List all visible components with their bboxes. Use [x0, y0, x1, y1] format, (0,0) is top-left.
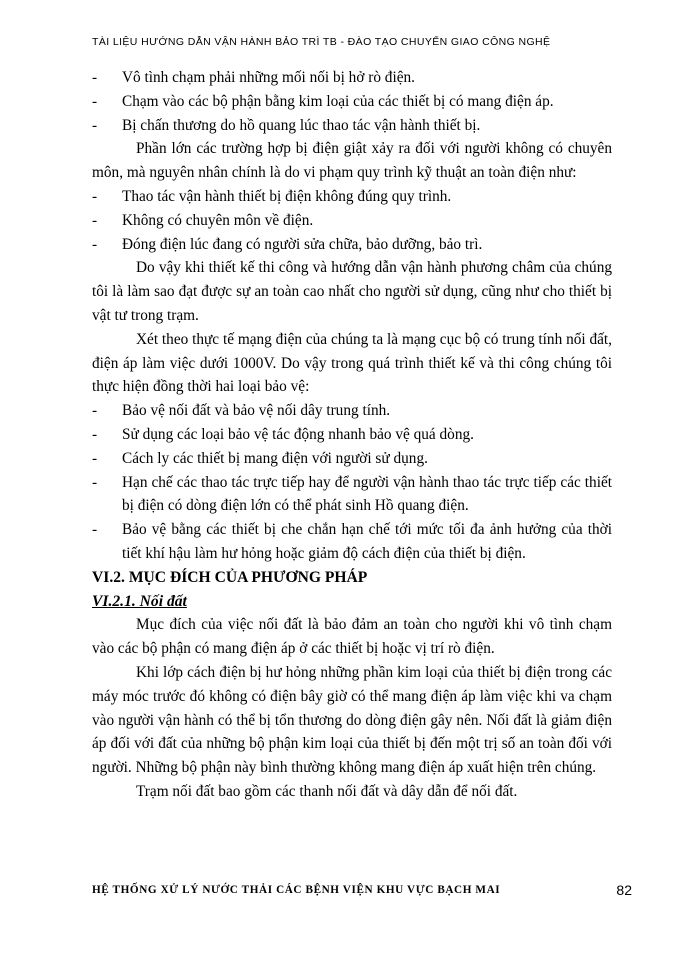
bullet-marker: - [92, 211, 98, 229]
paragraph: Do vậy khi thiết kế thi công và hướng dẫn vận hành phương châm của chúng tôi là làm sao đạt được sự an toàn cao nhất cho người sử dụng, cũng như cho thiết bị vật tư trong trạm. [92, 259, 612, 324]
bullet-marker: - [92, 235, 98, 253]
bullet-marker: - [92, 425, 98, 443]
list-item [92, 66, 612, 90]
bullet-marker: - [92, 402, 98, 420]
list-item [92, 518, 612, 566]
list-item [92, 447, 612, 471]
list-item-text: Bảo vệ nối đất và bảo vệ nối dây trung tính. [122, 402, 391, 420]
paragraph: Mục đích của việc nối đất là bảo đảm an toàn cho người khi vô tình chạm vào các bộ phận có mang điện áp ở các thiết bị hoặc vị trí rò điện. [92, 616, 612, 658]
bullet-list-violations [92, 185, 612, 256]
list-item-text: Chạm vào các bộ phận bằng kim loại của các thiết bị có mang điện áp. [122, 92, 554, 110]
bullet-marker: - [92, 521, 98, 539]
paragraph: Trạm nối đất bao gồm các thanh nối đất và dây dẫn để nối đất. [136, 782, 518, 800]
list-item-text: Sử dụng các loại bảo vệ tác động nhanh bảo vệ quá dòng. [122, 425, 474, 443]
bullet-marker: - [92, 449, 98, 467]
list-item-text: Bảo vệ bằng các thiết bị che chắn hạn chế tới mức tối đa ảnh hưởng của thời tiết khí hậu làm hư hỏng hoặc giảm độ cách điện của thiết bị điện. [122, 521, 612, 562]
page-header: TÀI LIỆU HƯỚNG DẪN VẬN HÀNH BẢO TRÌ TB - ĐÀO TẠO CHUYỂN GIAO CÔNG NGHỆ [92, 36, 551, 48]
list-item [92, 471, 612, 519]
bullet-list-protections [92, 399, 612, 566]
paragraph: Khi lớp cách điện bị hư hỏng những phần kim loại của thiết bị điện trong các máy móc trước đó không có điện bây giờ có thể mang điện áp làm việc khi va chạm vào người vận hành có thể bị tổn thương do dòng điện gây nên. Nối đất là giảm điện áp đối với đất của những bộ phận kim loại của thiết bị đến một trị số an toàn đối với người. Những bộ phận này bình thường không mang điện áp xuất hiện trên chúng. [92, 663, 612, 777]
list-item [92, 90, 612, 114]
list-item [92, 209, 612, 233]
list-item-text: Cách ly các thiết bị mang điện với người sử dụng. [122, 449, 428, 467]
list-item-text: Đóng điện lúc đang có người sửa chữa, bảo dưỡng, bảo trì. [122, 235, 483, 253]
list-item-text: Thao tác vận hành thiết bị điện không đúng quy trình. [122, 187, 452, 205]
list-item [92, 233, 612, 257]
bullet-marker: - [92, 69, 98, 86]
page-number: 82 [616, 882, 632, 898]
body-text [92, 66, 612, 804]
footer-title: HỆ THỐNG XỬ LÝ NƯỚC THẢI CÁC BỆNH VIỆN KHU VỰC BẠCH MAI [92, 884, 501, 896]
list-item-text: Không có chuyên môn về điện. [122, 211, 314, 229]
bullet-marker: - [92, 187, 98, 205]
bullet-marker: - [92, 92, 98, 110]
paragraph: Phần lớn các trường hợp bị điện giật xảy ra đối với người không có chuyên môn, mà nguyên nhân chính là do vi phạm quy trình kỹ thuật an toàn điện như: [92, 140, 612, 182]
page-footer [92, 884, 632, 904]
list-item-text: Bị chấn thương do hồ quang lúc thao tác vận hành thiết bị. [122, 116, 481, 134]
bullet-marker: - [92, 116, 98, 134]
list-item-text: Hạn chế các thao tác trực tiếp hay để người vận hành thao tác trực tiếp các thiết bị điện có dòng điện lớn có thể phát sinh Hồ quang điện. [122, 473, 612, 515]
list-item [92, 399, 612, 423]
paragraph: Xét theo thực tế mạng điện của chúng ta là mạng cục bộ có trung tính nối đất, điện áp làm việc dưới 1000V. Do vậy trong quá trình thiết kế và thi công chúng tôi thực hiện đồng thời hai loại bảo vệ: [92, 330, 612, 396]
list-item [92, 185, 612, 209]
bullet-marker: - [92, 473, 98, 491]
list-item [92, 114, 612, 138]
list-item-text: Vô tình chạm phải những mối nối bị hở rò điện. [122, 69, 415, 86]
section-heading: VI.2. MỤC ĐÍCH CỦA PHƯƠNG PHÁP [92, 568, 368, 586]
bullet-list-hazards [92, 66, 612, 137]
subsection-heading: VI.2.1. Nối đất [92, 592, 187, 610]
list-item [92, 423, 612, 447]
